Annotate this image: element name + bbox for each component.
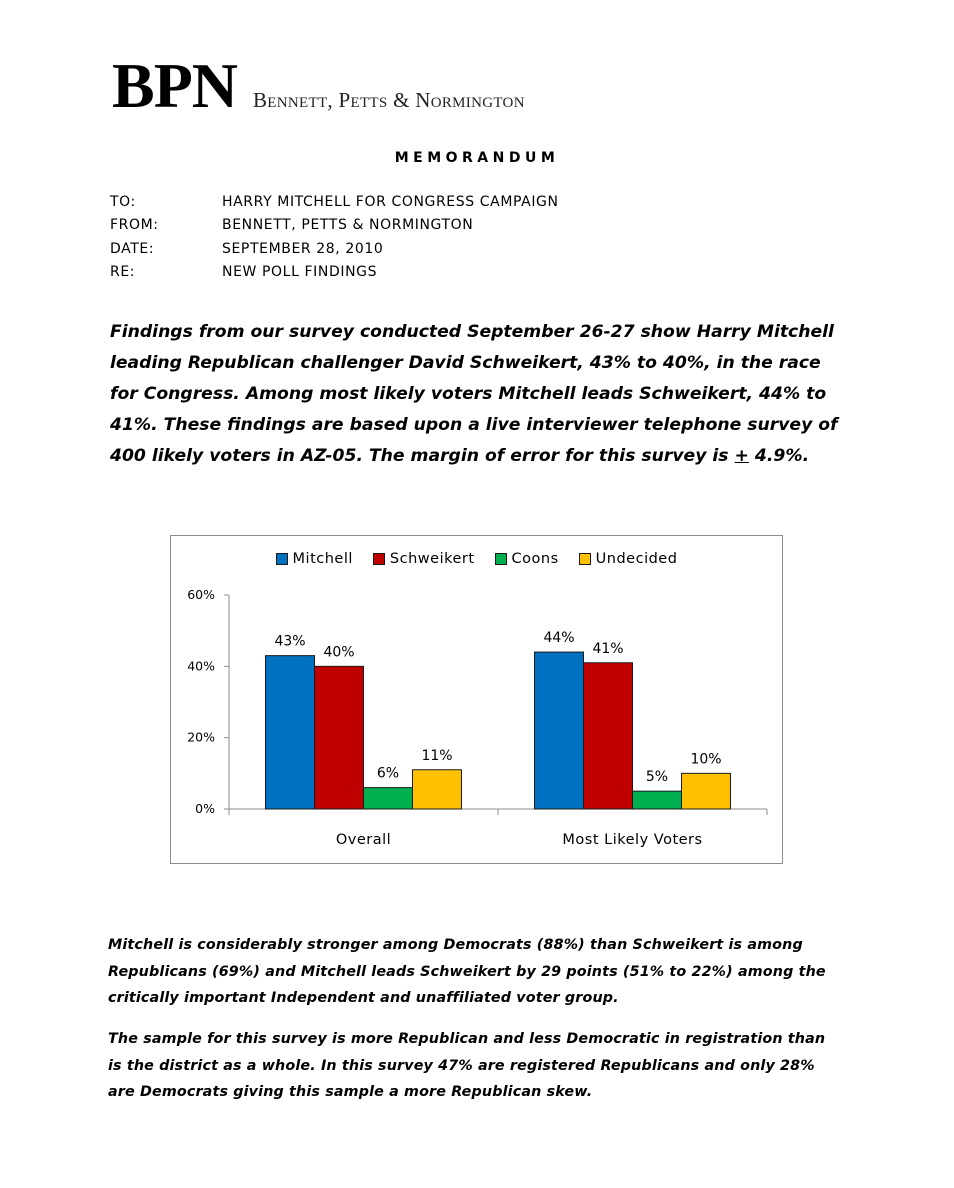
x-category-label: Overall: [335, 832, 392, 848]
paragraph-democrats-support: Mitchell is considerably stronger among Democrats (88%) than Schweikert is among Republicans (69%) and Mitchell leads Schweikert by 29 points (51% to 22%) among the critically important Independent and unaffiliated voter group.: [108, 937, 826, 1006]
company-logo: [112, 50, 525, 121]
legend-label-undecided: Undecided: [595, 551, 678, 567]
memo-date-label: DATE:: [110, 240, 155, 257]
bar-mitchell-1: [535, 652, 584, 809]
company-name: Bennett, Petts & Normington: [253, 88, 525, 112]
data-label: 44%: [543, 630, 575, 647]
data-label: 40%: [323, 644, 355, 661]
bar-schweikert-0: [315, 666, 364, 809]
bar-mitchell-0: [266, 656, 315, 809]
memo-from-row: [110, 214, 559, 237]
legend-label-mitchell: Mitchell: [292, 551, 353, 567]
memo-date-row: [110, 238, 559, 261]
memo-to-label: TO:: [110, 194, 136, 210]
legend-label-coons: Coons: [511, 551, 559, 567]
lead-paragraph: [110, 317, 840, 472]
y-tick-label: 40%: [187, 658, 215, 674]
memo-from-label: FROM:: [110, 217, 159, 234]
bar-undecided-0: [413, 770, 462, 809]
logo-mark: BPN: [112, 50, 237, 121]
memo-header: [110, 191, 559, 284]
paragraph-sample-skew: The sample for this survey is more Republican and less Democratic in registration than is the district as a whole. In this survey 47% are registered Republicans and only 28% are Democrats giving this sample a more Republican skew.: [108, 1031, 826, 1100]
data-label: 11%: [421, 747, 453, 764]
y-tick-label: 20%: [187, 729, 215, 745]
y-tick-label: 60%: [187, 587, 215, 602]
memo-date-value: SEPTEMBER 28, 2010: [222, 240, 384, 257]
bar-coons-0: [364, 788, 413, 809]
legend-label-schweikert: Schweikert: [389, 551, 475, 567]
chart-plot: [171, 536, 784, 865]
bar-undecided-1: [682, 773, 731, 809]
memo-re-row: [110, 261, 559, 284]
lead-margin: 4.9%.: [748, 446, 810, 466]
lead-text: Findings from our survey conducted September 26-27 show Harry Mitchell leading Republican challenger David Schweikert, 43% to 40%, in the race for Congress. Among most likely voters Mitchell leads Schweikert, 44% to 41%. These findings are based upon a live interviewer telephone survey of 400 likely voters in AZ-05. The margin of error for this survey is: [110, 322, 838, 466]
x-category-label: Most Likely Voters: [562, 832, 703, 848]
bar-schweikert-1: [584, 663, 633, 809]
plus-minus-sign: +: [734, 446, 749, 466]
memo-re-label: RE:: [110, 263, 136, 280]
y-tick-label: 0%: [195, 801, 215, 816]
memo-title: MEMORANDUM: [394, 150, 560, 166]
memo-re-value: NEW POLL FINDINGS: [222, 263, 378, 280]
data-label: 6%: [376, 765, 400, 782]
memo-to-value: HARRY MITCHELL FOR CONGRESS CAMPAIGN: [222, 194, 559, 210]
data-label: 10%: [690, 751, 722, 768]
poll-chart: [170, 535, 783, 864]
data-label: 5%: [645, 769, 669, 786]
data-label: 41%: [592, 640, 624, 657]
data-label: 43%: [274, 633, 306, 650]
bar-coons-1: [633, 791, 682, 809]
memo-from-value: BENNETT, PETTS & NORMINGTON: [222, 217, 474, 234]
memo-to-row: [110, 191, 559, 214]
